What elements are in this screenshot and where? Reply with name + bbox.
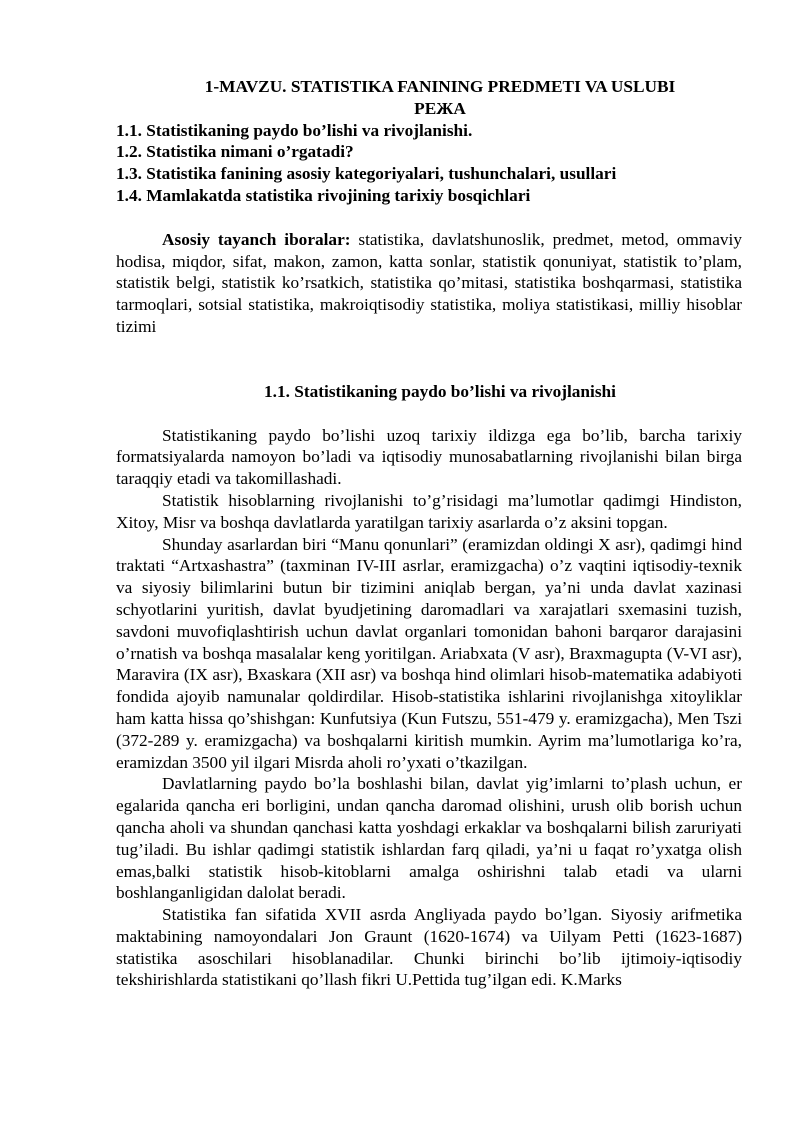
body-paragraph: Davlatlarning paydo bo’la boshlashi bilan, davlat yig’imlarni to’plash uchun, er egalarida qancha eri borligini, undan qancha daromad olishini, urush olib borish uchun qancha aholi va shundan qanchasi katta yoshdagi erkaklar va boshqalarni bilish zaruriyati tug’iladi. Bu ishlar qadimgi statistik ishlardan farq qiladi, ya’ni u faqat ro’yxatga olish emas,balki statistik hisob-kitoblarni amalga oshirishni talab etadi va ularni boshlanganligidan dalolat beradi. bbox=[116, 774, 742, 903]
section-heading: 1.1. Statistikaning paydo bo’lishi va rivojlanishi bbox=[264, 381, 616, 401]
body-paragraph: Statistika fan sifatida XVII asrda Angliyada paydo bo’lgan. Siyosiy arifmetika maktabining namoyondalari Jon Graunt (1620-1674) va Uilyam Petti (1623-1687) statistika asoschilari hisoblanadilar. Chunki birinchi bo’lib ijtimoiy-iqtisodiy tekshirishlarda statistikani qo’llash fikri U.Pettida tug’ilgan edi. K.Marks bbox=[116, 905, 742, 990]
body-paragraph: Shunday asarlardan biri “Manu qonunlari” (eramizdan oldingi X asr), qadimgi hind traktati “Artxashastra” (taxminan IV-III asrlar, eramizgacha) o’z vaqtini iqtisodiy-texnik va siyosiy bilimlarini butun bir tizimini aniqlab bergan, ya’ni unda davlat xazinasi schyotlarini yuritish, davlat byudjetining daromadlari va xarajatlari sxemasini tuzish, savdoni muvofiqlashtirish uchun davlat organlari tomonidan bahoni barqaror darajasini o’rnatish va boshqa masalalar keng yoritilgan. Ariabxata (V asr), Braxmagupta (V-VI asr), Maravira (IX asr), Bxaskara (XII asr) va boshqa hind olimlari hisob-matematika adabiyoti fondida ajoyib namunalar qoldirdilar. Hisob-statistika ishlarini rivojlanishga xitoyliklar ham katta hissa qo’shishgan: Kunfutsiya (Kun Futszu, 551-479 y. eramizgacha), Men Tszi (372-289 y. eramizgacha) va boshqalarni kiritish mumkin. Ayrim ma’lumotlariga ko’ra, eramizdan 3500 yil ilgari Misrda aholi ro’yxati o’tkazilgan. bbox=[116, 534, 742, 772]
body-paragraph: Statistik hisoblarning rivojlanishi to’g’risidagi ma’lumotlar qadimgi Hindiston, Xitoy, Misr va boshqa davlatlarda yaratilgan tarixiy asarlarda o’z aksini topgan. bbox=[116, 490, 742, 532]
plan-item: 1.3. Statistika fanining asosiy kategoriyalari, tushunchalari, usullari bbox=[116, 164, 617, 184]
keywords-text: statistika, davlatshunoslik, predmet, metod, ommaviy hodisa, miqdor, sifat, makon, zamon, katta sonlar, statistik qonuniyat, statistik to’plam, statistik belgi, statistik ko’rsatkich, statistika qo’mitasi, statistika boshqarmasi, statistika tarmoqlari, sotsial statistika, makroiqtisodiy statistika, moliya statistikasi, milliy hisoblar tizimi bbox=[116, 229, 742, 336]
section-body bbox=[116, 425, 742, 992]
keywords-paragraph bbox=[116, 229, 742, 338]
plan-item: 1.2. Statistika nimani o’rgatadi? bbox=[116, 142, 354, 162]
body-paragraph: Statistikaning paydo bo’lishi uzoq tarixiy ildizga ega bo’lib, barcha tarixiy formatsiyalarda namoyon bo’ladi va iqtisodiy munosabatlarning rivojlanishi bilan birga taraqqiy etadi va takomillashadi. bbox=[116, 425, 742, 489]
keywords-label: Asosiy tayanch iboralar: bbox=[162, 229, 351, 249]
document-title: 1-MAVZU. STATISTIKA FANINING PREDMETI VA USLUBI bbox=[204, 77, 676, 96]
plan-item: 1.1. Statistikaning paydo bo’lishi va rivojlanishi. bbox=[116, 120, 473, 140]
document-page bbox=[116, 76, 742, 991]
plan-item: 1.4. Mamlakatda statistika rivojining tarixiy bosqichlari bbox=[116, 185, 531, 205]
plan-list bbox=[116, 120, 742, 207]
plan-heading: РЕЖА bbox=[414, 98, 466, 118]
